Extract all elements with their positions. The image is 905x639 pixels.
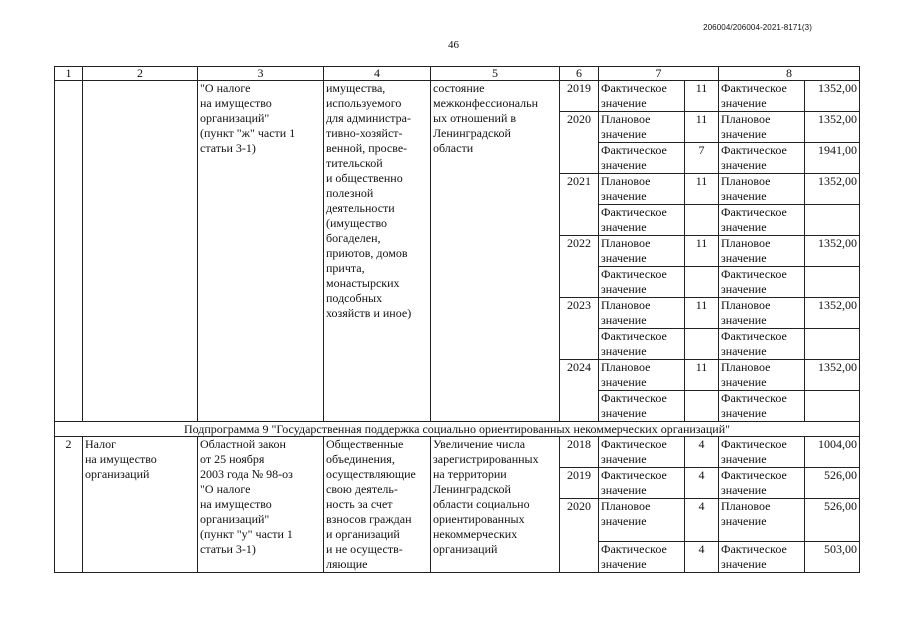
indicator-type: Фактическое значение <box>599 468 685 499</box>
cell <box>55 81 83 422</box>
col-header: 3 <box>198 67 324 81</box>
indicator-value: 4 <box>685 437 719 468</box>
indicator-value: 11 <box>685 298 719 329</box>
indicator-value: 4 <box>685 499 719 542</box>
indicator-type: Фактическое значение <box>719 468 805 499</box>
col-header: 2 <box>83 67 198 81</box>
law-reference: Областной закон от 25 ноября 2003 года № 98-оз "О налоге на имущество организаций" (пункт "у" части 1 статьи 3-1) <box>198 437 324 573</box>
tax-name: Налог на имущество организаций <box>83 437 198 573</box>
amount: 1004,00 <box>805 437 860 468</box>
indicator-type: Плановое значение <box>719 236 805 267</box>
indicator-type: Плановое значение <box>719 298 805 329</box>
amount <box>805 267 860 298</box>
page-number: 46 <box>448 39 459 51</box>
col-header: 7 <box>599 67 719 81</box>
goal: Увеличение числа зарегистрированных на территории Ленинградской области социально ориентированных некоммерческих организаций <box>431 437 560 573</box>
indicator-type: Фактическое значение <box>719 81 805 112</box>
table-row <box>55 437 860 468</box>
indicator-value: 11 <box>685 236 719 267</box>
year: 2023 <box>560 298 599 360</box>
indicator-type: Плановое значение <box>599 236 685 267</box>
indicator-type: Фактическое значение <box>719 205 805 236</box>
indicator-value: 11 <box>685 112 719 143</box>
indicator-type: Фактическое значение <box>719 391 805 422</box>
indicator-type: Плановое значение <box>719 360 805 391</box>
beneficiary: Общественные объединения, осуществляющие свою деятель- ность за счет взносов граждан и организаций и не осуществ- ляющие <box>324 437 431 573</box>
row-number: 2 <box>55 437 83 573</box>
subprogram-title: Подпрограмма 9 "Государственная поддержка социально ориентированных некоммерческих организаций" <box>55 422 860 437</box>
amount: 1941,00 <box>805 143 860 174</box>
table-row <box>55 81 860 112</box>
indicator-type: Плановое значение <box>599 298 685 329</box>
column-header-row <box>55 67 860 81</box>
col-header: 1 <box>55 67 83 81</box>
indicator-type: Плановое значение <box>599 174 685 205</box>
indicator-value: 11 <box>685 174 719 205</box>
year: 2020 <box>560 499 599 573</box>
col-header: 4 <box>324 67 431 81</box>
indicator-value: 11 <box>685 360 719 391</box>
indicator-type: Фактическое значение <box>599 391 685 422</box>
amount <box>805 205 860 236</box>
indicator-type: Фактическое значение <box>599 329 685 360</box>
indicator-type: Плановое значение <box>719 174 805 205</box>
year: 2018 <box>560 437 599 468</box>
indicator-type: Плановое значение <box>719 112 805 143</box>
year: 2020 <box>560 112 599 174</box>
indicator-type: Фактическое значение <box>599 205 685 236</box>
goal: состояние межконфессиональн ых отношений в Ленинградской области <box>431 81 560 422</box>
amount: 526,00 <box>805 468 860 499</box>
amount: 1352,00 <box>805 81 860 112</box>
document-id: 206004/206004-2021-8171(3) <box>703 23 812 32</box>
indicator-type: Фактическое значение <box>599 542 685 573</box>
indicator-type: Фактическое значение <box>719 267 805 298</box>
indicator-type: Плановое значение <box>599 360 685 391</box>
beneficiary: имущества, используемого для администра- тивно-хозяйст- венной, просве- тительской и общественно полезной деятельности (имущество богаделен, приютов, домов причта, монастырских подсобных хозяйств и иное) <box>324 81 431 422</box>
amount: 1352,00 <box>805 298 860 329</box>
indicator-type: Фактическое значение <box>599 267 685 298</box>
amount <box>805 329 860 360</box>
tax-benefits-table <box>54 66 860 573</box>
indicator-value <box>685 391 719 422</box>
indicator-type: Фактическое значение <box>599 81 685 112</box>
year: 2019 <box>560 81 599 112</box>
indicator-value: 7 <box>685 143 719 174</box>
indicator-type: Фактическое значение <box>719 542 805 573</box>
indicator-type: Плановое значение <box>599 112 685 143</box>
indicator-value <box>685 267 719 298</box>
amount: 1352,00 <box>805 174 860 205</box>
indicator-value <box>685 205 719 236</box>
law-reference: "О налоге на имущество организаций" (пункт "ж" части 1 статьи 3-1) <box>198 81 324 422</box>
amount: 503,00 <box>805 542 860 573</box>
amount <box>805 391 860 422</box>
year: 2024 <box>560 360 599 422</box>
year: 2019 <box>560 468 599 499</box>
year: 2022 <box>560 236 599 298</box>
indicator-value: 4 <box>685 468 719 499</box>
indicator-type: Фактическое значение <box>599 437 685 468</box>
year: 2021 <box>560 174 599 236</box>
indicator-type: Фактическое значение <box>719 329 805 360</box>
indicator-type: Плановое значение <box>599 499 685 542</box>
col-header: 8 <box>719 67 860 81</box>
cell <box>83 81 198 422</box>
subprogram-row <box>55 422 860 437</box>
indicator-type: Фактическое значение <box>599 143 685 174</box>
indicator-value <box>685 329 719 360</box>
col-header: 6 <box>560 67 599 81</box>
indicator-type: Фактическое значение <box>719 437 805 468</box>
indicator-type: Плановое значение <box>719 499 805 542</box>
indicator-type: Фактическое значение <box>719 143 805 174</box>
indicator-value: 4 <box>685 542 719 573</box>
amount: 526,00 <box>805 499 860 542</box>
col-header: 5 <box>431 67 560 81</box>
amount: 1352,00 <box>805 360 860 391</box>
indicator-value: 11 <box>685 81 719 112</box>
amount: 1352,00 <box>805 112 860 143</box>
amount: 1352,00 <box>805 236 860 267</box>
